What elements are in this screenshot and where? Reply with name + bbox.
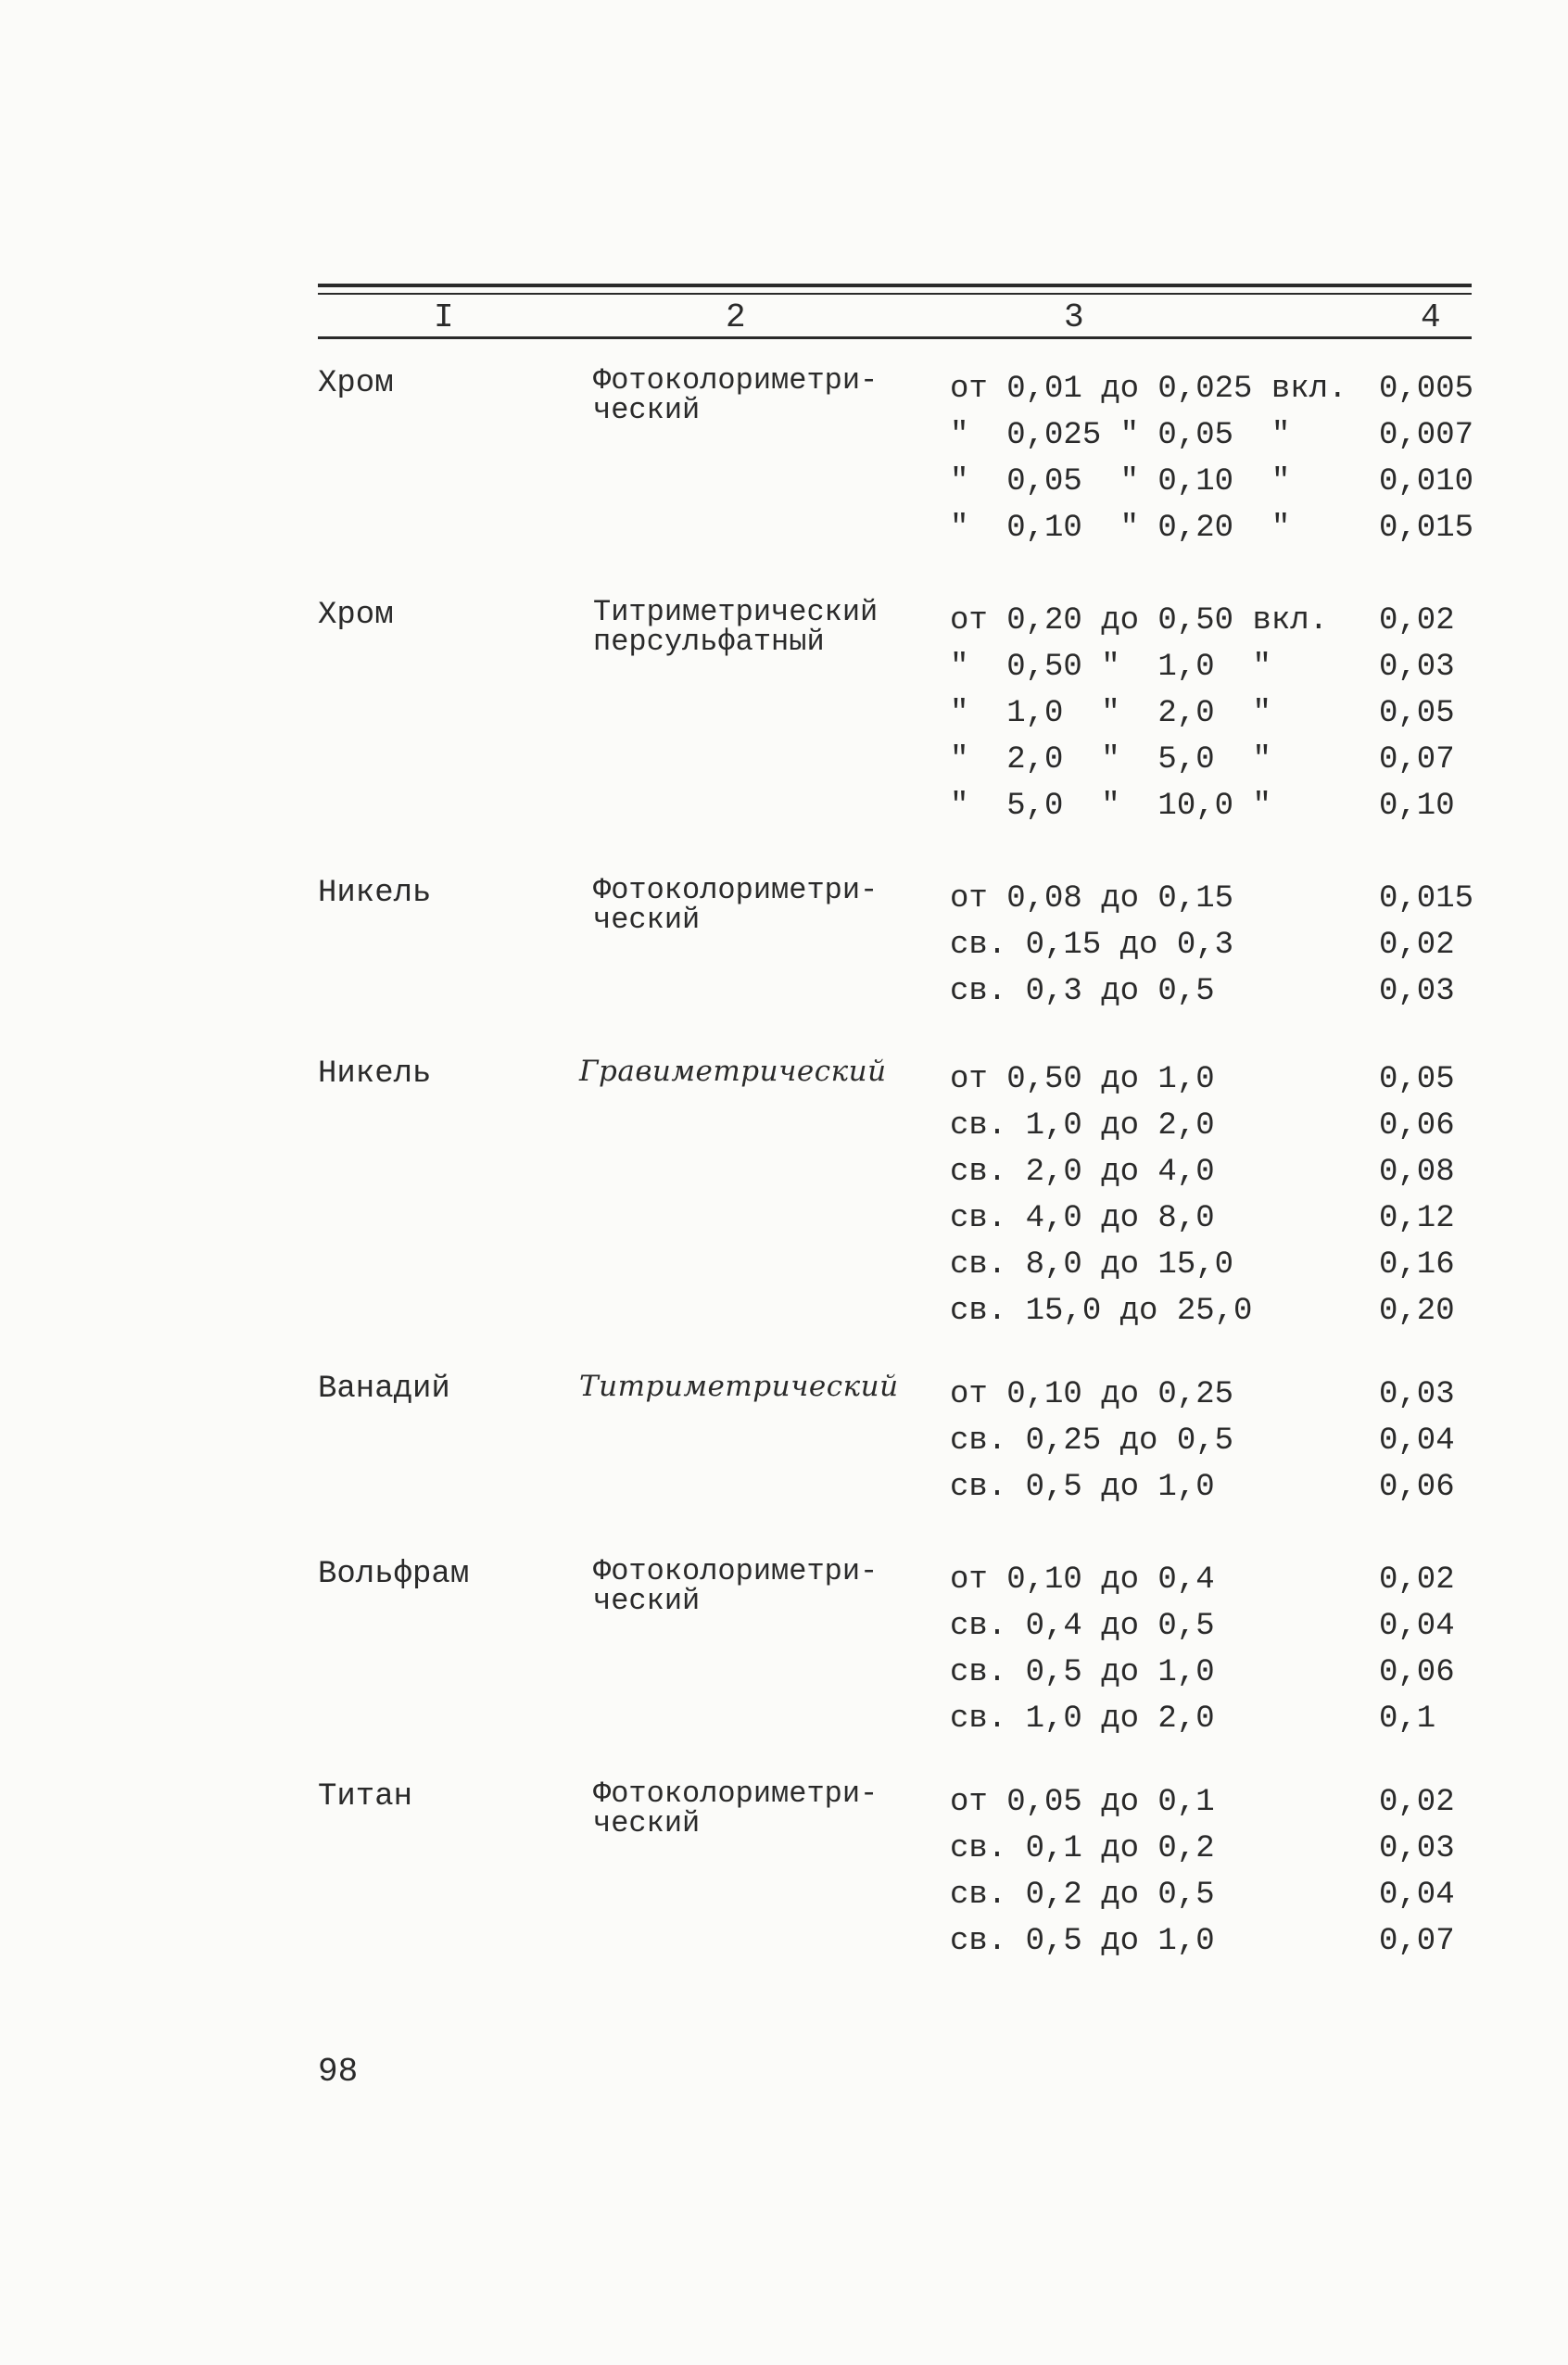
- range-cell: св. 0,5 до 1,0: [950, 1924, 1215, 1959]
- range-cell: " 0,10 " 0,20 ": [950, 511, 1291, 546]
- method-name: Титриметрический: [579, 1370, 899, 1403]
- range-cell: " 0,50 " 1,0 ": [950, 650, 1271, 685]
- value-cell: 0,07: [1379, 1924, 1455, 1959]
- value-cell: 0,03: [1379, 974, 1455, 1009]
- range-list: [950, 1056, 1252, 1334]
- method-name: Титриметрический персульфатный: [593, 595, 879, 659]
- column-header-3: 3: [1064, 298, 1084, 336]
- value-cell: 0,07: [1379, 742, 1455, 778]
- value-list: [1379, 1557, 1455, 1742]
- range-cell: св. 1,0 до 2,0: [950, 1701, 1215, 1737]
- range-cell: св. 0,3 до 0,5: [950, 974, 1215, 1009]
- range-cell: от 0,10 до 0,4: [950, 1562, 1215, 1598]
- method-name: Фотоколориметри- ческий: [593, 1554, 879, 1618]
- range-cell: св. 0,2 до 0,5: [950, 1878, 1215, 1913]
- range-cell: св. 0,5 до 1,0: [950, 1470, 1215, 1505]
- range-cell: св. 0,15 до 0,3: [950, 928, 1234, 963]
- range-cell: св. 8,0 до 15,0: [950, 1247, 1234, 1283]
- element-name: Ванадий: [318, 1372, 450, 1407]
- value-cell: 0,04: [1379, 1423, 1455, 1459]
- column-header-4: 4: [1421, 298, 1441, 336]
- value-cell: 0,20: [1379, 1294, 1455, 1329]
- range-list: [950, 1779, 1215, 1965]
- element-name: Хром: [318, 366, 394, 401]
- value-cell: 0,06: [1379, 1655, 1455, 1690]
- method-name: Фотоколориметри- ческий: [593, 1777, 879, 1840]
- value-cell: 0,02: [1379, 928, 1455, 963]
- value-list: [1379, 1372, 1455, 1511]
- value-list: [1379, 876, 1473, 1015]
- range-cell: " 2,0 " 5,0 ": [950, 742, 1271, 778]
- column-header-2: 2: [726, 298, 746, 336]
- page-number: 98: [318, 2053, 359, 2091]
- range-cell: от 0,05 до 0,1: [950, 1785, 1215, 1820]
- value-cell: 0,12: [1379, 1201, 1455, 1236]
- table-top-rule-thin: [318, 293, 1472, 295]
- range-cell: св. 15,0 до 25,0: [950, 1294, 1253, 1329]
- value-cell: 0,02: [1379, 1562, 1455, 1598]
- range-cell: от 0,10 до 0,25: [950, 1377, 1234, 1412]
- value-list: [1379, 366, 1473, 551]
- value-cell: 0,08: [1379, 1155, 1455, 1190]
- value-cell: 0,05: [1379, 1062, 1455, 1097]
- value-cell: 0,04: [1379, 1878, 1455, 1913]
- value-cell: 0,007: [1379, 418, 1474, 453]
- value-cell: 0,1: [1379, 1701, 1436, 1737]
- range-cell: св. 0,5 до 1,0: [950, 1655, 1215, 1690]
- element-name: Никель: [318, 1056, 432, 1092]
- range-list: [950, 598, 1328, 829]
- value-cell: 0,16: [1379, 1247, 1455, 1283]
- value-cell: 0,010: [1379, 464, 1474, 500]
- range-cell: от 0,01 до 0,025 вкл.: [950, 372, 1347, 407]
- element-name: Вольфрам: [318, 1557, 470, 1592]
- table-header-rule: [318, 336, 1472, 339]
- value-cell: 0,015: [1379, 511, 1474, 546]
- value-cell: 0,02: [1379, 603, 1455, 639]
- element-name: Никель: [318, 876, 432, 911]
- range-cell: св. 1,0 до 2,0: [950, 1108, 1215, 1144]
- value-cell: 0,03: [1379, 1831, 1455, 1866]
- value-cell: 0,05: [1379, 696, 1455, 731]
- value-cell: 0,02: [1379, 1785, 1455, 1820]
- value-cell: 0,03: [1379, 1377, 1455, 1412]
- value-cell: 0,03: [1379, 650, 1455, 685]
- range-cell: св. 0,1 до 0,2: [950, 1831, 1215, 1866]
- method-name: Гравиметрический: [579, 1055, 887, 1088]
- method-name: Фотоколориметри- ческий: [593, 363, 879, 427]
- range-cell: " 5,0 " 10,0 ": [950, 789, 1271, 824]
- range-list: [950, 876, 1233, 1015]
- range-cell: св. 4,0 до 8,0: [950, 1201, 1215, 1236]
- range-cell: от 0,50 до 1,0: [950, 1062, 1215, 1097]
- value-cell: 0,005: [1379, 372, 1474, 407]
- range-list: [950, 1557, 1215, 1742]
- range-list: [950, 366, 1347, 551]
- element-name: Хром: [318, 598, 394, 633]
- range-cell: " 0,025 " 0,05 ": [950, 418, 1291, 453]
- table-top-rule: [318, 284, 1472, 287]
- value-cell: 0,04: [1379, 1609, 1455, 1644]
- element-name: Титан: [318, 1779, 413, 1815]
- value-list: [1379, 1779, 1455, 1965]
- range-cell: св. 2,0 до 4,0: [950, 1155, 1215, 1190]
- range-cell: от 0,20 до 0,50 вкл.: [950, 603, 1329, 639]
- value-list: [1379, 1056, 1455, 1334]
- range-cell: от 0,08 до 0,15: [950, 881, 1234, 917]
- column-header-1: I: [434, 298, 454, 336]
- method-name: Фотоколориметри- ческий: [593, 873, 879, 937]
- value-cell: 0,06: [1379, 1108, 1455, 1144]
- value-cell: 0,015: [1379, 881, 1474, 917]
- range-cell: " 1,0 " 2,0 ": [950, 696, 1271, 731]
- range-list: [950, 1372, 1233, 1511]
- range-cell: св. 0,25 до 0,5: [950, 1423, 1234, 1459]
- value-cell: 0,06: [1379, 1470, 1455, 1505]
- range-cell: св. 0,4 до 0,5: [950, 1609, 1215, 1644]
- value-list: [1379, 598, 1455, 829]
- range-cell: " 0,05 " 0,10 ": [950, 464, 1291, 500]
- value-cell: 0,10: [1379, 789, 1455, 824]
